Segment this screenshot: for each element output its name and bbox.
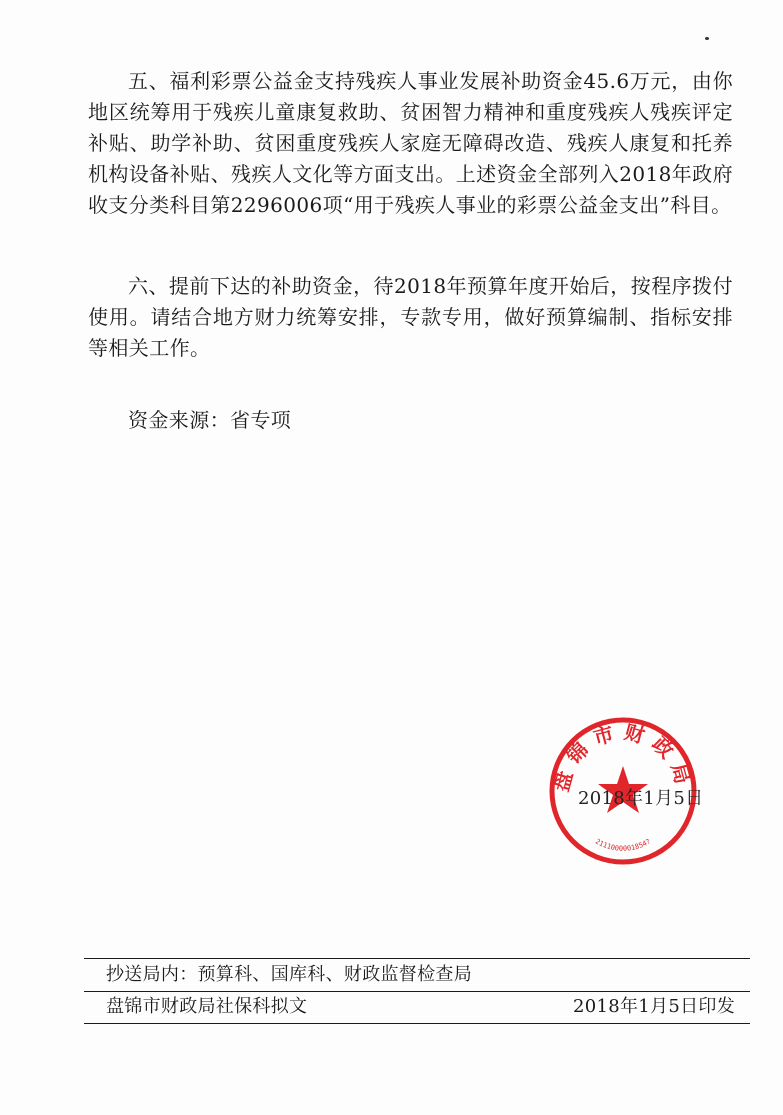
cc-recipients: 抄送局内：预算科、国库科、财政监督检查局	[106, 964, 472, 985]
seal-name-text: 盘锦市财政局	[548, 719, 698, 795]
footer-rule-middle	[84, 991, 750, 992]
seal-code-text: 2111000001854?	[593, 837, 653, 853]
footer-rule-top	[84, 958, 750, 959]
funding-source: 资金来源：省专项	[128, 408, 292, 432]
paragraph-item-5: 五、福利彩票公益金支持残疾人事业发展补助资金45.6万元，由你地区统筹用于残疾儿童康复救助、贫困智力精神和重度残疾人残疾评定补贴、助学补助、贫困重度残疾人家庭无障碍改造、残疾人康复和托养机构设备补贴、残疾人文化等方面支出。上述资金全部列入2018年政府收支分类科目第2296006项“用于残疾人事业的彩票公益金支出”科目。	[88, 69, 733, 217]
footer-rule-bottom	[84, 1023, 750, 1024]
drafting-office: 盘锦市财政局社保科拟文	[106, 996, 308, 1017]
paragraph-item-6: 六、提前下达的补助资金，待2018年预算年度开始后，按程序拨付使用。请结合地方财力统筹安排，专款专用，做好预算编制、指标安排等相关工作。	[88, 274, 733, 360]
issue-date: 2018年1月5日印发	[572, 996, 735, 1017]
signature-date: 2018年1月5日	[578, 788, 704, 809]
scan-speck	[705, 37, 709, 40]
